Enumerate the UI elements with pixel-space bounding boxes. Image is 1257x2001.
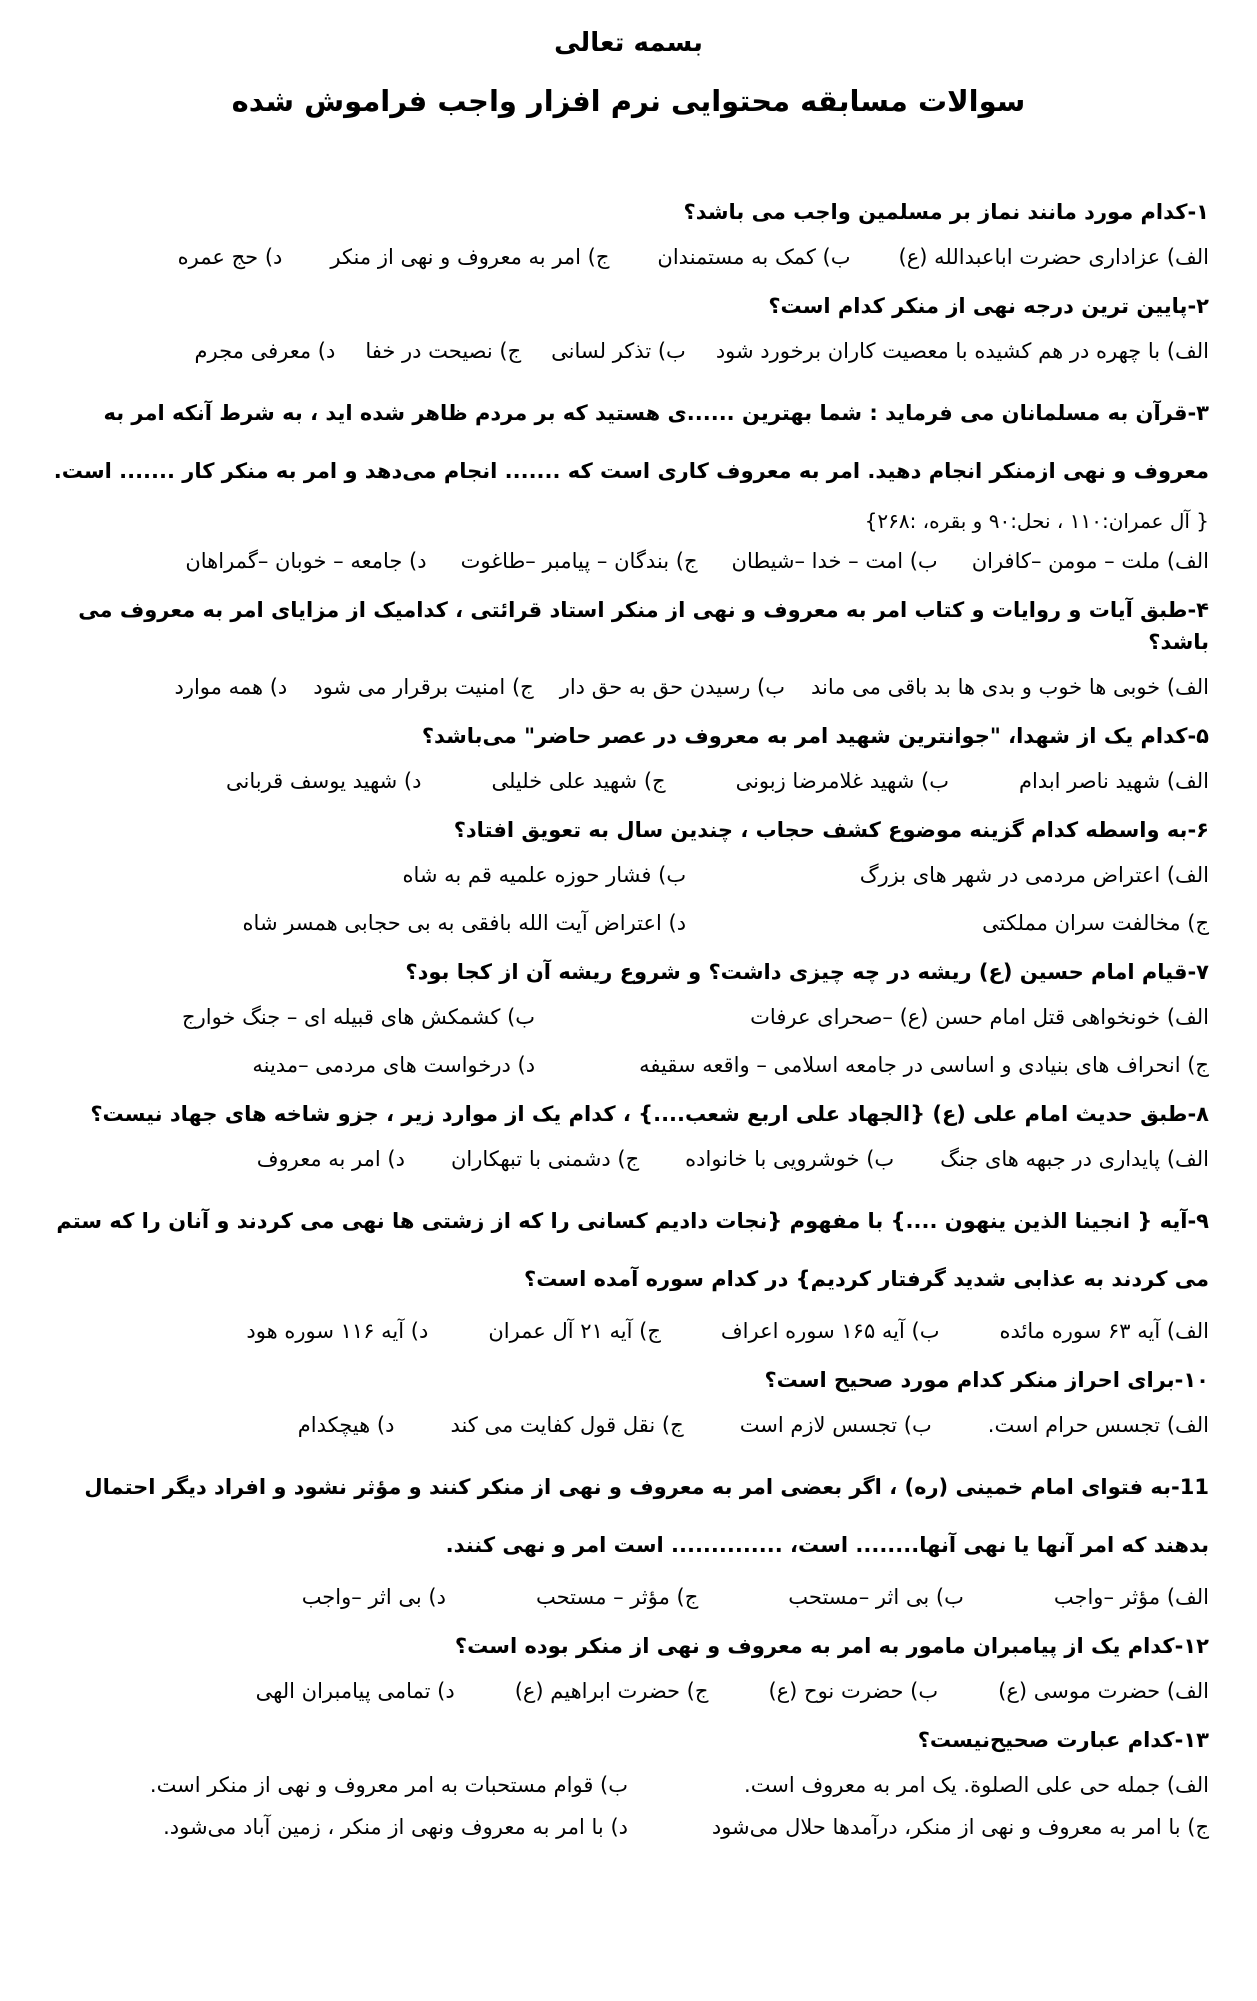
question-item [47, 720, 1209, 798]
options-row [47, 764, 1209, 798]
option: د) اعتراض آیت الله بافقی به بی حجابی همسر شاه [242, 911, 687, 935]
question-text: ۱۲-کدام یک از پیامبران مامور به امر به معروف و نهی از منکر بوده است؟ [454, 1634, 1209, 1658]
option: د) امر به معروف [256, 1147, 405, 1171]
question-text: ۴-طبق آیات و روایات و کتاب امر به معروف و نهی از منکر استاد قرائتی ، کدامیک از مزایای امر به معروف می باشد؟ [78, 598, 1209, 654]
question-item [47, 594, 1209, 704]
question-text: ۱-کدام مورد مانند نماز بر مسلمین واجب می باشد؟ [683, 200, 1209, 224]
option: ج) امر به معروف و نهی از منکر [330, 245, 610, 269]
question-text: ۳-قرآن به مسلمانان می فرماید : شما بهترین ......ی هستید که بر مردم ظاهر شده اید ، به شرط آنکه امر به معروف و نهی ازمنکر انجام دهید. امر به معروف کاری است که ....... انجام می‌دهد و امر به منکر کار ....... است. [53, 401, 1209, 483]
options-row [47, 1142, 1209, 1176]
option: الف) جمله حی علی الصلوة. یک امر به معروف است. [744, 1773, 1209, 1797]
question-text: ۸-طبق حدیث امام علی (ع) {الجهاد علی اربع شعب....} ، کدام یک از موارد زیر ، جزو شاخه های جهاد نیست؟ [90, 1102, 1209, 1126]
option: ج) نصیحت در خفا [365, 339, 522, 363]
question-text: ۱۰-برای احراز منکر کدام مورد صحیح است؟ [764, 1368, 1209, 1392]
option: ب) امت – خدا –شیطان [731, 549, 938, 573]
options-row [47, 544, 1209, 578]
option: ج) مخالفت سران مملکتی [982, 911, 1209, 935]
question-text: ۵-کدام یک از شهدا، "جوانترین شهید امر به معروف در عصر حاضر" می‌باشد؟ [421, 724, 1209, 748]
option: الف) با چهره در هم کشیده با معصیت کاران برخورد شود [715, 339, 1209, 363]
question-text: ۲-پایین ترین درجه نهی از منکر کدام است؟ [768, 294, 1209, 318]
option: ج) انحراف های بنیادی و اساسی در جامعه اسلامی – واقعه سقیفه [639, 1053, 1209, 1077]
options-row [47, 1408, 1209, 1442]
question-item [47, 1724, 1209, 1844]
options-row [47, 670, 1209, 704]
option: ج) حضرت ابراهیم (ع) [514, 1679, 709, 1703]
option: الف) ملت – مومن –کافران [971, 549, 1209, 573]
options-grid [47, 1768, 1209, 1844]
option: ب) قوام مستحبات به امر معروف و نهی از منکر است. [149, 1773, 628, 1797]
question-list [47, 196, 1209, 1860]
option: ج) نقل قول کفایت می کند [450, 1413, 684, 1437]
options-row [47, 1674, 1209, 1708]
basmala: بسمه تعالی [554, 28, 703, 58]
question-text: ۷-قیام امام حسین (ع) ریشه در چه چیزی داشت؟ و شروع ریشه آن از کجا بود؟ [405, 960, 1209, 984]
option: د) همه موارد [174, 675, 288, 699]
question-text: ۱۳-کدام عبارت صحیح‌نیست؟ [917, 1728, 1209, 1752]
option: الف) مؤثر –واجب [1053, 1585, 1209, 1609]
option: د) جامعه – خوبان –گمراهان [185, 549, 427, 573]
question-item [47, 956, 1209, 1082]
options-grid [47, 858, 1209, 940]
option: د) تمامی پیامبران الهی [255, 1679, 455, 1703]
options-row [47, 1580, 1209, 1614]
option: الف) پایداری در جبهه های جنگ [940, 1147, 1209, 1171]
option: ب) بی اثر –مستحب [788, 1585, 964, 1609]
option: الف) شهید ناصر ابدام [1018, 769, 1209, 793]
option: الف) تجسس حرام است. [987, 1413, 1209, 1437]
option: ج) مؤثر – مستحب [535, 1585, 699, 1609]
option: د) بی اثر –واجب [301, 1585, 446, 1609]
option: الف) حضرت موسی (ع) [998, 1679, 1209, 1703]
option: د) آیه ۱۱۶ سوره هود [246, 1319, 429, 1343]
option: ب) خوشرویی با خانواده [685, 1147, 895, 1171]
question-item [47, 290, 1209, 368]
reference-note: { آل عمران:۱۱۰ ، نحل:۹۰ و بقره، :۲۶۸} [864, 509, 1209, 533]
options-row [47, 240, 1209, 274]
option: ج) بندگان – پیامبر –طاغوت [460, 549, 698, 573]
option: ج) با امر به معروف و نهی از منکر، درآمدها حلال می‌شود [711, 1815, 1209, 1839]
option: ب) شهید غلامرضا زبونی [735, 769, 949, 793]
question-item [47, 1364, 1209, 1442]
option: ب) تذکر لسانی [551, 339, 686, 363]
option: د) با امر به معروف ونهی از منکر ، زمین آباد می‌شود. [163, 1815, 628, 1839]
question-text: ۶-به واسطه کدام گزینه موضوع کشف حجاب ، چندین سال به تعویق افتاد؟ [453, 818, 1209, 842]
option: الف) خوبی ها خوب و بدی ها بد باقی می ماند [810, 675, 1209, 699]
option: ب) کشمکش های قبیله ای – جنگ خوارج [182, 1005, 536, 1029]
option: د) حج عمره [177, 245, 283, 269]
options-row [47, 334, 1209, 368]
option: د) معرفی مجرم [194, 339, 336, 363]
option: ب) فشار حوزه علمیه قم به شاه [402, 863, 687, 887]
option: ج) شهید علی خلیلی [491, 769, 666, 793]
question-text: 11-به فتوای امام خمینی (ره) ، اگر بعضی امر به معروف و نهی از منکر کنند و مؤثر نشود و افراد دیگر احتمال بدهند که امر آنها یا نهی آنها........ است، .............. است امر و نهی کنند. [84, 1475, 1209, 1557]
option: ب) کمک به مستمندان [657, 245, 851, 269]
option: ج) امنیت برقرار می شود [313, 675, 534, 699]
option: ب) تجسس لازم است [739, 1413, 932, 1437]
option: د) درخواست های مردمی –مدینه [252, 1053, 536, 1077]
question-item [47, 814, 1209, 940]
question-item [47, 196, 1209, 274]
options-row [47, 1314, 1209, 1348]
option: ج) دشمنی با تبهکاران [450, 1147, 640, 1171]
options-grid [47, 1000, 1209, 1082]
option: ب) حضرت نوح (ع) [768, 1679, 939, 1703]
question-item [47, 384, 1209, 578]
question-text: ۹-آیه { انجینا الذین ینهون ....} با مفهوم {نجات دادیم کسانی را که از زشتی ها نهی می کردند و آنان را که ستم می کردند به عذابی شدید گرفتار کردیم} در کدام سوره آمده است؟ [56, 1209, 1209, 1291]
option: الف) اعتراض مردمی در شهر های بزرگ [859, 863, 1209, 887]
option: ب) رسیدن حق به حق دار [559, 675, 785, 699]
option: الف) آیه ۶۳ سوره مائده [999, 1319, 1209, 1343]
option: الف) عزاداری حضرت اباعبدالله (ع) [898, 245, 1209, 269]
option: ج) آیه ۲۱ آل عمران [488, 1319, 661, 1343]
option: ب) آیه ۱۶۵ سوره اعراف [720, 1319, 940, 1343]
question-item [47, 1630, 1209, 1708]
question-item [47, 1458, 1209, 1614]
page-title: سوالات مسابقه محتوایی نرم افزار واجب فراموش شده [231, 84, 1026, 118]
option: د) هیچکدام [297, 1413, 395, 1437]
option: د) شهید یوسف قربانی [226, 769, 422, 793]
question-item [47, 1192, 1209, 1348]
option: الف) خونخواهی قتل امام حسن (ع) –صحرای عرفات [750, 1005, 1209, 1029]
question-item [47, 1098, 1209, 1176]
